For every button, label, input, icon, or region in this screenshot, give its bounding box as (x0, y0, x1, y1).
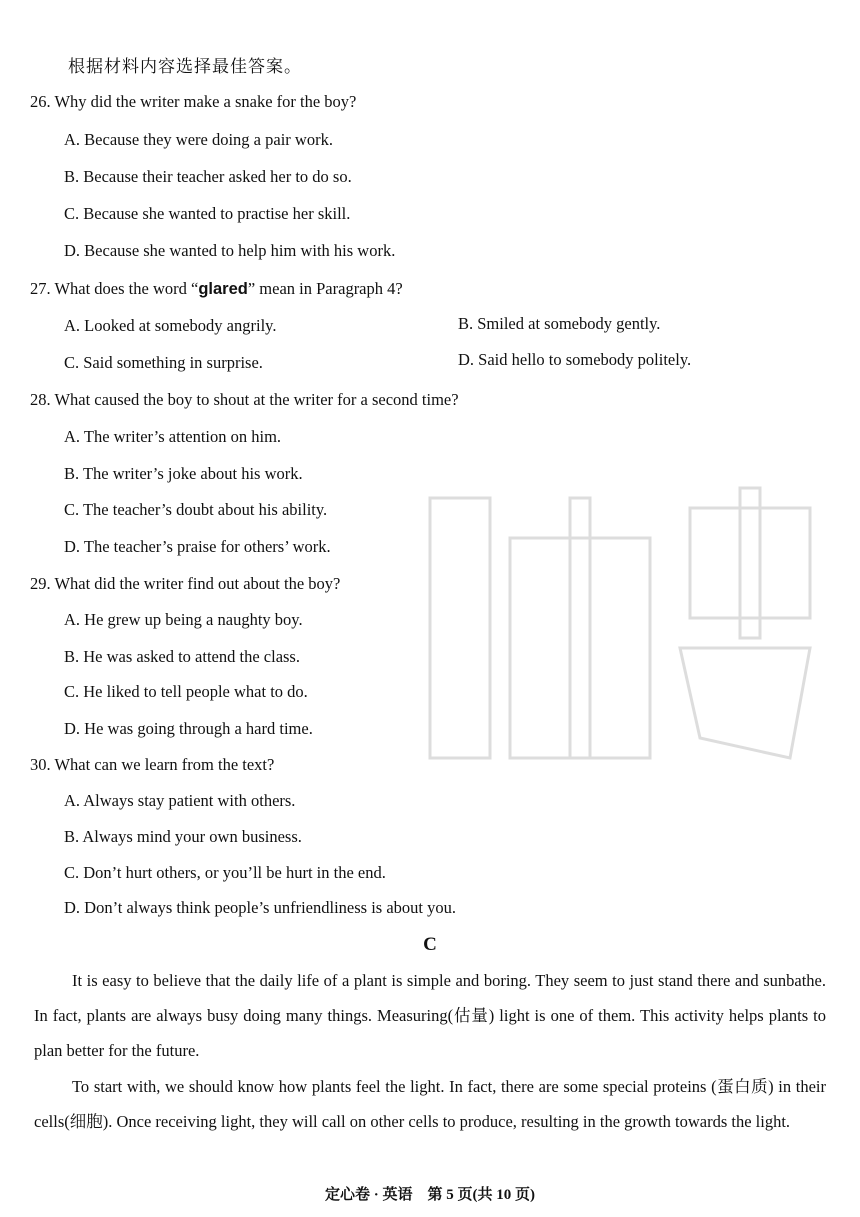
question-27-option-c: C. Said something in surprise. (64, 353, 263, 372)
page-footer: 定心卷 · 英语 第 5 页(共 10 页) (325, 1187, 535, 1203)
question-27-option-b: B. Smiled at somebody gently. (458, 314, 661, 333)
question-30-option-d: D. Don’t always think people’s unfriendliness is about you. (64, 898, 456, 917)
passage-paragraph-1: It is easy to believe that the daily life of a plant is simple and boring. They seem to just stand there and sunbathe. In fact, plants are always busy doing many things. Measuring(估量) light is one of them. This activity helps plants to plan better for the future. (34, 971, 826, 1060)
question-29-option-a: A. He grew up being a naughty boy. (64, 610, 303, 629)
question-26-option-b: B. Because their teacher asked her to do so. (64, 167, 352, 186)
question-26-stem: 26. Why did the writer make a snake for the boy? (30, 92, 357, 111)
question-26-option-a: A. Because they were doing a pair work. (64, 130, 333, 149)
question-27-stem-start: 27. What does the word “ (30, 279, 199, 298)
passage-paragraph-2: To start with, we should know how plants feel the light. In fact, there are some special proteins (蛋白质) in their cells(细胞). Once receiving light, they will call on other cells to produce, resulting in the growth towards the light. (34, 1077, 826, 1131)
question-29-stem: 29. What did the writer find out about the boy? (30, 574, 341, 593)
question-28-option-c: C. The teacher’s doubt about his ability. (64, 500, 328, 519)
question-28-option-a: A. The writer’s attention on him. (64, 427, 282, 446)
question-27-stem-end: ” mean in Paragraph 4? (247, 279, 403, 298)
question-29-option-b: B. He was asked to attend the class. (64, 647, 300, 666)
instruction-text: 根据材料内容选择最佳答案。 (68, 57, 302, 76)
question-30-option-a: A. Always stay patient with others. (64, 791, 296, 810)
question-30-stem: 30. What can we learn from the text? (30, 755, 275, 774)
question-28-stem: 28. What caused the boy to shout at the writer for a second time? (30, 390, 459, 409)
question-27-option-d: D. Said hello to somebody politely. (458, 350, 692, 369)
section-heading: C (423, 934, 437, 955)
question-30-option-b: B. Always mind your own business. (64, 827, 302, 846)
question-28-option-b: B. The writer’s joke about his work. (64, 464, 303, 483)
question-29-option-d: D. He was going through a hard time. (64, 719, 313, 738)
question-28-option-d: D. The teacher’s praise for others’ work. (64, 537, 331, 556)
question-27-keyword: glared (198, 280, 248, 298)
question-26-option-d: D. Because she wanted to help him with his work. (64, 241, 396, 260)
question-27-stem (30, 279, 403, 299)
question-27-option-a: A. Looked at somebody angrily. (64, 316, 277, 335)
question-29-option-c: C. He liked to tell people what to do. (64, 682, 308, 701)
question-26-option-c: C. Because she wanted to practise her skill. (64, 204, 351, 223)
watermark-logo (410, 478, 830, 778)
question-30-option-c: C. Don’t hurt others, or you’ll be hurt in the end. (64, 863, 386, 882)
